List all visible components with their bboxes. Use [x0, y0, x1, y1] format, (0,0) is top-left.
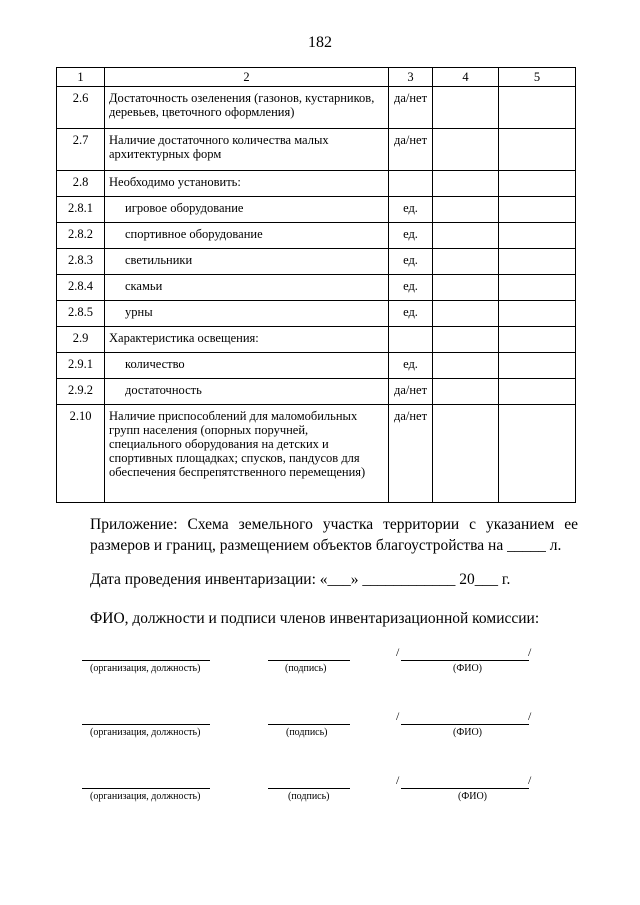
row-number: 2.8.2: [57, 223, 105, 249]
row-unit: ед.: [389, 249, 433, 275]
row-col5: [499, 197, 576, 223]
fio-bracket-right: /: [528, 645, 532, 659]
row-number: 2.9.1: [57, 353, 105, 379]
fio-bracket-right: /: [528, 773, 532, 787]
row-unit: [389, 327, 433, 353]
row-col4: [433, 249, 499, 275]
table-row: [57, 379, 576, 405]
table-row: [57, 275, 576, 301]
row-col5: [499, 87, 576, 129]
signature-caption: (подпись): [288, 791, 330, 802]
row-col4: [433, 223, 499, 249]
row-text: игровое оборудование: [105, 197, 389, 223]
signature-caption: (подпись): [285, 663, 327, 674]
row-col5: [499, 223, 576, 249]
row-col5: [499, 275, 576, 301]
org-position-line: [82, 724, 210, 725]
row-text: достаточность: [105, 379, 389, 405]
table-row: [57, 249, 576, 275]
fio-bracket-left: /: [396, 709, 400, 723]
row-number: 2.8.3: [57, 249, 105, 275]
table-row: [57, 327, 576, 353]
row-col4: [433, 327, 499, 353]
row-number: 2.8.4: [57, 275, 105, 301]
fio-bracket-right: /: [528, 709, 532, 723]
table-header-row: [57, 68, 576, 87]
table-row: [57, 197, 576, 223]
row-unit: ед.: [389, 223, 433, 249]
row-col4: [433, 353, 499, 379]
row-col5: [499, 353, 576, 379]
row-text: Необходимо установить:: [105, 171, 389, 197]
row-unit: да/нет: [389, 129, 433, 171]
row-number: 2.10: [57, 405, 105, 503]
inventory-date-line: Дата проведения инвентаризации: «___» ____________ 20___ г.: [90, 571, 511, 588]
table-row: [57, 129, 576, 171]
header-cell: 1: [57, 68, 105, 87]
row-text: Наличие достаточного количества малых архитектурных форм: [105, 129, 389, 171]
org-position-caption: (организация, должность): [90, 727, 201, 738]
row-unit: да/нет: [389, 379, 433, 405]
row-col5: [499, 301, 576, 327]
appendix-text: Приложение: Схема земельного участка территории с указанием ее размеров и границ, размещением объектов благоустройства на _____ л.: [90, 516, 578, 554]
page-number: 182: [308, 34, 332, 51]
row-text: Характеристика освещения:: [105, 327, 389, 353]
fio-bracket-left: /: [396, 645, 400, 659]
row-unit: да/нет: [389, 87, 433, 129]
header-cell: 5: [499, 68, 576, 87]
fio-line: [401, 788, 529, 789]
table-row: [57, 353, 576, 379]
org-position-caption: (организация, должность): [90, 791, 201, 802]
table-row: [57, 405, 576, 503]
row-col4: [433, 379, 499, 405]
org-position-line: [82, 660, 210, 661]
row-col4: [433, 405, 499, 503]
org-position-caption: (организация, должность): [90, 663, 201, 674]
table-row: [57, 301, 576, 327]
row-number: 2.6: [57, 87, 105, 129]
org-position-line: [82, 788, 210, 789]
row-text: спортивное оборудование: [105, 223, 389, 249]
inventory-table: [56, 67, 576, 503]
signature-line: [268, 660, 350, 661]
table-row: [57, 171, 576, 197]
row-number: 2.8: [57, 171, 105, 197]
signature-caption: (подпись): [286, 727, 328, 738]
row-col4: [433, 197, 499, 223]
row-text: скамьи: [105, 275, 389, 301]
row-unit: ед.: [389, 275, 433, 301]
row-col5: [499, 249, 576, 275]
row-col4: [433, 301, 499, 327]
row-unit: ед.: [389, 353, 433, 379]
header-cell: 4: [433, 68, 499, 87]
row-number: 2.9: [57, 327, 105, 353]
row-col5: [499, 327, 576, 353]
table-row: [57, 87, 576, 129]
fio-bracket-left: /: [396, 773, 400, 787]
row-col5: [499, 171, 576, 197]
row-unit: ед.: [389, 301, 433, 327]
row-number: 2.9.2: [57, 379, 105, 405]
fio-line: [401, 660, 529, 661]
fio-caption: (ФИО): [453, 727, 483, 738]
row-col4: [433, 87, 499, 129]
row-text: Наличие приспособлений для маломобильных групп населения (опорных поручней, специального оборудования на детских и спортивных площадках; спусков, пандусов для обеспечения беспрепятственного перемещения): [105, 405, 389, 503]
signature-line: [268, 788, 350, 789]
fio-caption: (ФИО): [453, 663, 483, 674]
row-col4: [433, 275, 499, 301]
row-unit: [389, 171, 433, 197]
row-col4: [433, 129, 499, 171]
row-text: урны: [105, 301, 389, 327]
table-row: [57, 223, 576, 249]
row-text: Достаточность озеленения (газонов, кустарников, деревьев, цветочного оформления): [105, 87, 389, 129]
row-text: количество: [105, 353, 389, 379]
row-col4: [433, 171, 499, 197]
row-text: светильники: [105, 249, 389, 275]
commission-title: ФИО, должности и подписи членов инвентаризационной комиссии:: [90, 610, 540, 627]
fio-caption: (ФИО): [458, 791, 488, 802]
row-number: 2.7: [57, 129, 105, 171]
signature-line: [268, 724, 350, 725]
header-cell: 2: [105, 68, 389, 87]
fio-line: [401, 724, 529, 725]
row-col5: [499, 129, 576, 171]
header-cell: 3: [389, 68, 433, 87]
row-col5: [499, 379, 576, 405]
row-unit: да/нет: [389, 405, 433, 503]
row-number: 2.8.5: [57, 301, 105, 327]
row-col5: [499, 405, 576, 503]
row-number: 2.8.1: [57, 197, 105, 223]
row-unit: ед.: [389, 197, 433, 223]
